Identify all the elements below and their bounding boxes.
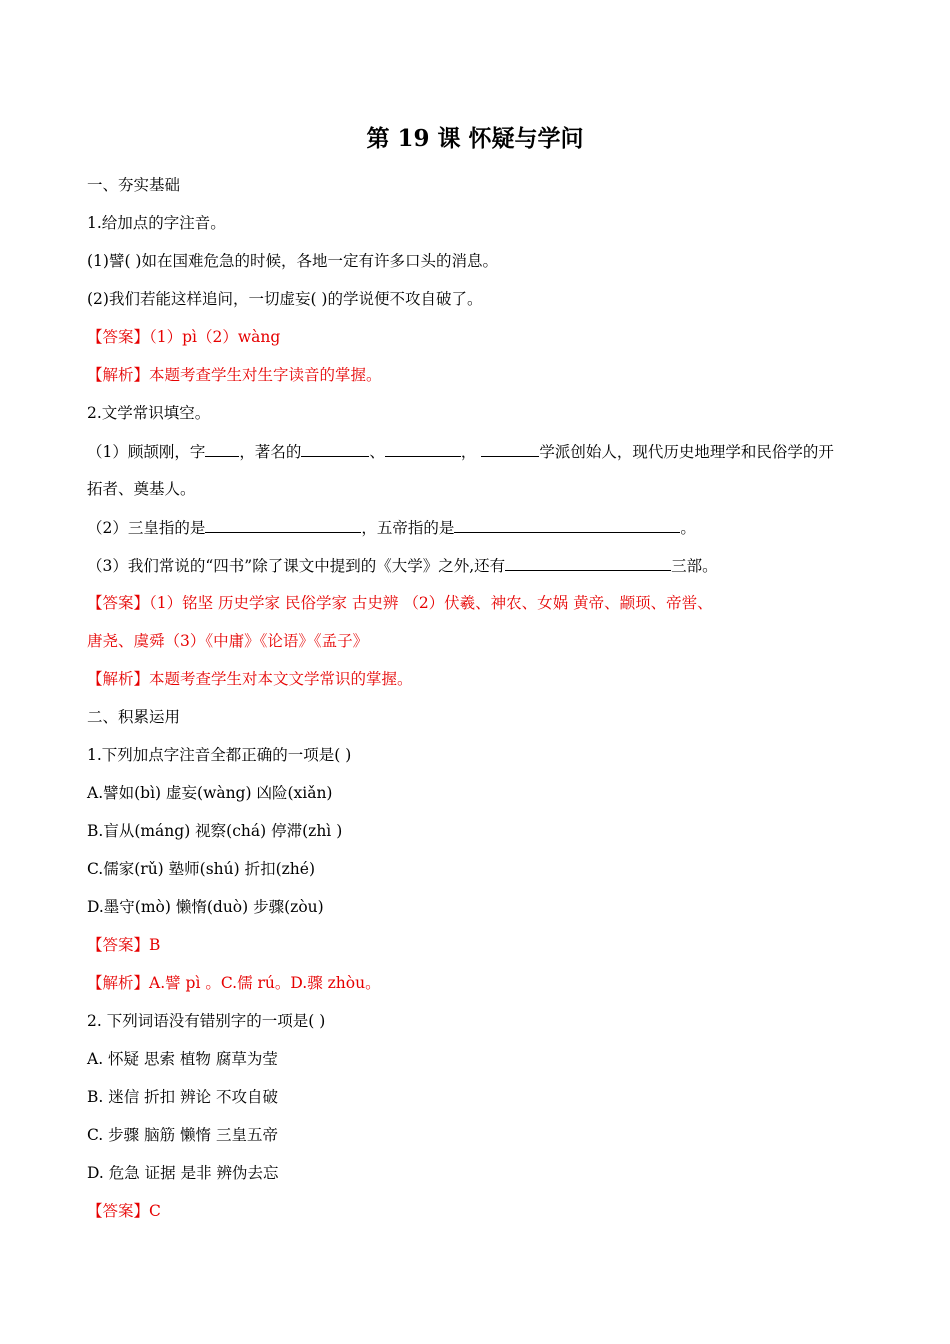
fill-blank: [505, 554, 671, 571]
practice-1-analysis: 【解析】A.譬 pì 。C.儒 rú。D.骤 zhòu。: [87, 974, 381, 992]
practice-1-option-c: C.儒家(rǔ) 塾师(shú) 折扣(zhé): [87, 860, 316, 878]
q2-3-text-b: 三部。: [671, 557, 718, 575]
question-2-answer: 【答案】（1）铭坚 历史学家 民俗学家 古史辨 （2）伏羲、神农、女娲 黄帝、颛顼、帝喾、: [87, 594, 713, 612]
q2-2-text-a: （2）三皇指的是: [87, 519, 206, 537]
q2-1-text-d: ，: [460, 443, 477, 461]
fill-blank: [301, 440, 369, 457]
practice-2-option-b: B. 迷信 折扣 辨论 不攻自破: [87, 1088, 279, 1106]
fill-blank: [205, 440, 239, 457]
question-2-item-3: [87, 554, 877, 577]
fill-blank: [205, 516, 361, 533]
practice-2-answer: 【答案】C: [87, 1202, 161, 1220]
q2-1-text-a: （1）顾颉刚，字: [87, 443, 206, 461]
q2-2-text-c: 。: [680, 519, 696, 537]
practice-1-stem: 1.下列加点字注音全都正确的一项是( ): [87, 746, 352, 764]
page-title: 第 19 课 怀疑与学问: [366, 125, 584, 152]
practice-1-option-b: B.盲从(máng) 视察(chá) 停滞(zhì ): [87, 822, 343, 840]
question-2-answer-cont: 唐尧、虞舜（3）《中庸》《论语》《孟子》: [87, 632, 369, 650]
question-1-answer: 【答案】（1）pì（2）wàng: [87, 328, 281, 346]
question-2-stem: 2.文学常识填空。: [87, 404, 211, 422]
q2-1-text-c: 、: [369, 443, 385, 461]
practice-1-option-a: A.譬如(bì) 虚妄(wàng) 凶险(xiǎn): [87, 784, 333, 802]
practice-2-option-d: D. 危急 证据 是非 辨伪去忘: [87, 1164, 279, 1182]
question-2-item-1-cont: 拓者、奠基人。: [87, 480, 196, 498]
q2-3-text-a: （3）我们常说的“四书”除了课文中提到的《大学》之外,还有: [87, 557, 506, 575]
q2-2-text-b: ，五帝指的是: [361, 519, 455, 537]
question-2-item-2: [87, 516, 877, 539]
fill-blank: [385, 440, 461, 457]
practice-2-stem: 2. 下列词语没有错别字的一项是( ): [87, 1012, 326, 1030]
question-1-item-1: (1)譬( )如在国难危急的时候，各地一定有许多口头的消息。: [87, 252, 498, 270]
practice-2-option-c: C. 步骤 脑筋 懒惰 三皇五帝: [87, 1126, 278, 1144]
q2-1-text-e: 学派创始人，现代历史地理学和民俗学的开: [539, 443, 834, 461]
fill-blank: [481, 440, 539, 457]
section-heading-2: 二、积累运用: [87, 708, 181, 726]
fill-blank: [454, 516, 680, 533]
q2-1-text-b: ，著名的: [239, 443, 302, 461]
question-1-item-2: (2)我们若能这样追问，一切虚妄( )的学说便不攻自破了。: [87, 290, 483, 308]
question-1-stem: 1.给加点的字注音。: [87, 214, 226, 232]
question-2-analysis: 【解析】本题考查学生对本文文学常识的掌握。: [87, 670, 413, 688]
practice-2-option-a: A. 怀疑 思索 植物 腐草为莹: [87, 1050, 278, 1068]
question-2-item-1: [87, 440, 877, 463]
practice-1-answer: 【答案】B: [87, 936, 161, 954]
practice-1-option-d: D.墨守(mò) 懒惰(duò) 步骤(zòu): [87, 898, 324, 916]
question-1-analysis: 【解析】本题考查学生对生字读音的掌握。: [87, 366, 382, 384]
section-heading-1: 一、夯实基础: [87, 176, 181, 194]
